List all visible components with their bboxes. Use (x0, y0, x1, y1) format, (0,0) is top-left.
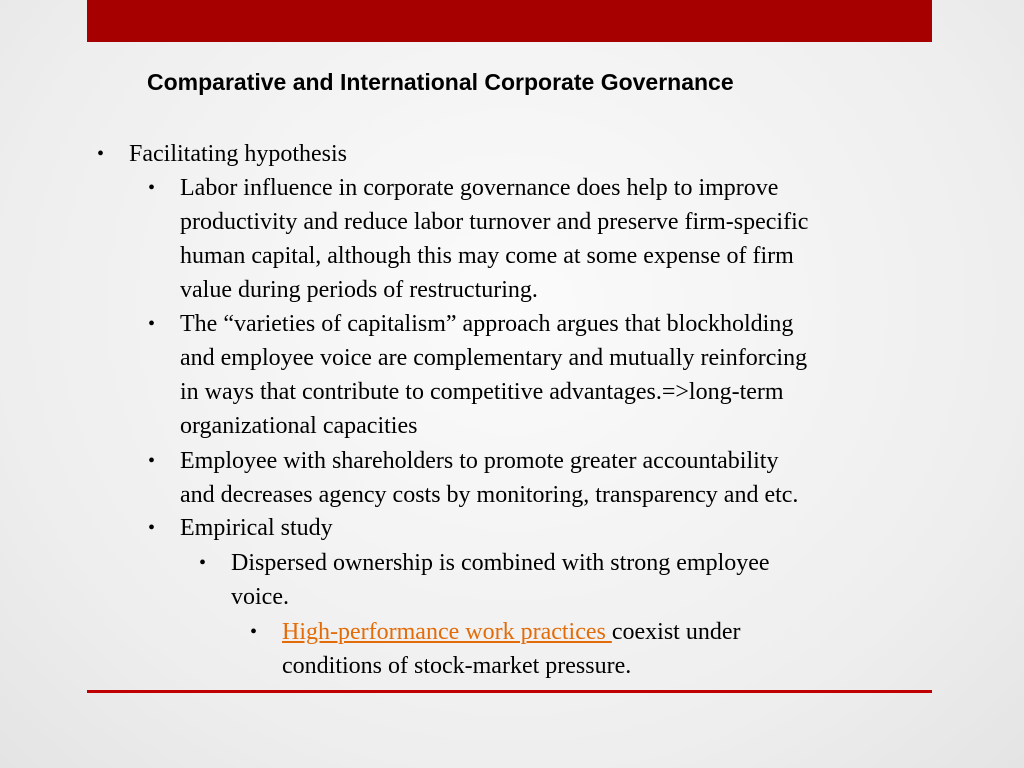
header-bar (87, 0, 932, 42)
bullet-hpwp-line-1 (282, 615, 740, 649)
hpwp-link[interactable]: High-performance work practices (282, 619, 612, 645)
bullet-marker: • (148, 450, 156, 472)
bullet-varieties-line-2: and employee voice are complementary and mutually reinforcing (180, 345, 808, 371)
bullet-labor-influence-line-4: value during periods of restructuring. (180, 277, 538, 303)
bullet-employee-line-1: Employee with shareholders to promote greater accountability (180, 448, 779, 474)
bullet-marker: • (199, 552, 207, 574)
slide-title: Comparative and International Corporate Governance (147, 69, 734, 95)
bullet-hpwp-line-2: conditions of stock-market pressure. (282, 653, 632, 679)
bullet-facilitating-hypothesis: Facilitating hypothesis (129, 141, 347, 167)
bullet-employee-line-2: and decreases agency costs by monitoring, transparency and etc. (180, 482, 799, 508)
hpwp-text: coexist under (611, 619, 741, 645)
bullet-marker: • (97, 143, 105, 165)
bottom-rule (87, 690, 932, 693)
bullet-varieties-line-1: The “varieties of capitalism” approach argues that blockholding (180, 311, 794, 337)
bullet-varieties-line-4: organizational capacities (180, 413, 418, 439)
bullet-marker: • (148, 517, 156, 539)
bullet-labor-influence-line-3: human capital, although this may come at some expense of firm (180, 243, 794, 269)
bullet-marker: • (148, 177, 156, 199)
bullet-marker: • (250, 621, 258, 643)
bullet-varieties-line-3: in ways that contribute to competitive advantages.=>long-term (180, 379, 784, 405)
bullet-empirical-study: Empirical study (180, 515, 333, 541)
bullet-marker: • (148, 313, 156, 335)
bullet-labor-influence-line-2: productivity and reduce labor turnover and preserve firm-specific (180, 209, 809, 235)
bullet-dispersed-line-2: voice. (231, 584, 289, 610)
bullet-labor-influence-line-1: Labor influence in corporate governance does help to improve (180, 175, 779, 201)
bullet-dispersed-line-1: Dispersed ownership is combined with strong employee (231, 550, 770, 576)
